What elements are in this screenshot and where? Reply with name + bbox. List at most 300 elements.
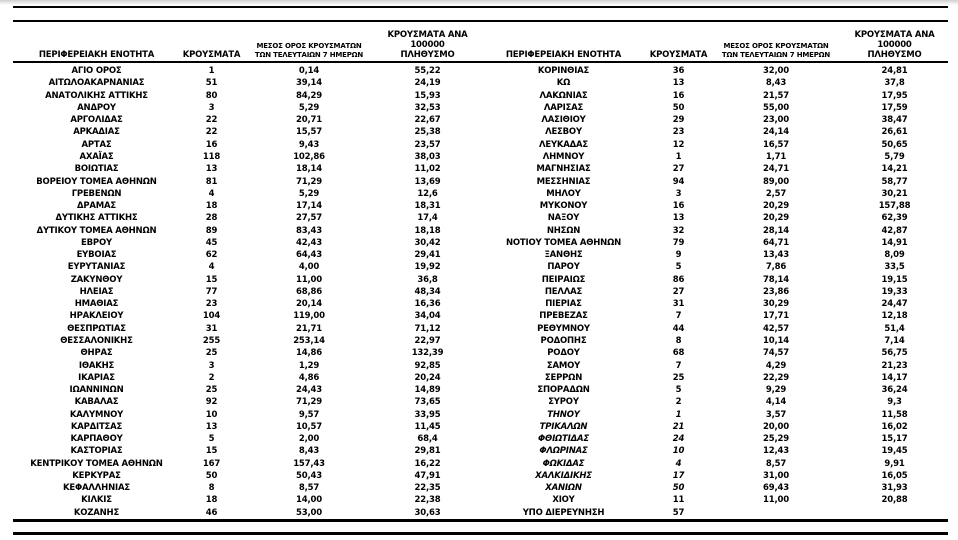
per100k-cell: 17,4	[417, 213, 438, 224]
cases-cell: 50	[672, 483, 685, 494]
region-cell: ΚΑΒΑΛΑΣ	[74, 397, 119, 408]
avg7-cell: 84,29	[296, 90, 322, 101]
column-header-avg7-right	[711, 42, 841, 60]
per100k-cell: 36,24	[881, 385, 908, 396]
avg7-cell: 30,29	[763, 299, 789, 310]
per100k-cell: 36,8	[417, 274, 438, 285]
avg7-cell: 39,14	[296, 78, 322, 89]
region-cell: ΓΡΕΒΕΝΩΝ	[71, 188, 122, 199]
table-row	[14, 408, 948, 420]
cases-cell: 32	[672, 225, 685, 236]
region-cell: ΒΟΙΩΤΙΑΣ	[74, 164, 119, 175]
region-cell: ΧΑΛΚΙΔΙΚΗΣ	[535, 470, 592, 481]
region-cell: ΠΙΕΡΙΑΣ	[545, 299, 582, 310]
per100k-cell: 13,69	[414, 176, 441, 187]
per100k-cell: 51,4	[884, 323, 905, 334]
region-cell: ΚΑΛΥΜΝΟΥ	[69, 409, 124, 420]
cases-cell: 79	[672, 237, 685, 248]
per100k-cell: 9,91	[884, 458, 905, 469]
table-row	[14, 90, 948, 102]
region-cell: ΣΠΟΡΑΔΩΝ	[537, 385, 590, 396]
per100k-cell: 73,65	[414, 397, 441, 408]
region-cell: ΛΕΥΚΑΔΑΣ	[538, 139, 589, 150]
avg7-cell: 8,43	[765, 78, 787, 89]
per100k-cell: 62,39	[881, 213, 908, 224]
column-header-per100k-right	[841, 30, 948, 60]
region-cell: ΑΓΙΟ ΟΡΟΣ	[71, 66, 122, 77]
region-cell: ΚΕΦΑΛΛΗΝΙΑΣ	[63, 483, 130, 494]
per100k-cell: 29,41	[414, 250, 441, 261]
cases-cell: 18	[205, 495, 218, 506]
column-header-per100k-line1: ΚΡΟΥΣΜΑΤΑ ΑΝΑ 100000	[387, 30, 468, 50]
per100k-cell: 71,12	[414, 323, 441, 334]
region-cell: ΑΝΔΡΟΥ	[77, 102, 116, 113]
avg7-cell: 0,14	[298, 66, 320, 77]
table-row	[14, 470, 948, 482]
per100k-cell: 8,09	[884, 250, 905, 261]
horizontal-rule-top-2	[13, 20, 948, 22]
per100k-cell: 68,4	[417, 434, 438, 445]
cases-cell: 31	[205, 323, 218, 334]
cases-cell: 118	[202, 151, 221, 162]
avg7-cell: 8,57	[765, 458, 787, 469]
per100k-cell: 50,65	[881, 139, 908, 150]
table-row	[14, 384, 948, 396]
table-row	[14, 200, 948, 212]
avg7-cell: 18,14	[296, 164, 322, 175]
cases-cell: 8	[208, 483, 215, 494]
cases-cell: 15	[205, 274, 218, 285]
region-cell: ΑΡΚΑΔΙΑΣ	[73, 127, 120, 138]
table-row	[14, 237, 948, 249]
per100k-cell: 19,33	[881, 286, 908, 297]
cases-cell: 51	[205, 78, 218, 89]
cases-cell: 77	[205, 286, 218, 297]
table-row	[14, 65, 948, 77]
region-cell: ΚΕΡΚΥΡΑΣ	[72, 470, 121, 481]
region-cell: ΜΗΛΟΥ	[546, 188, 581, 199]
table-row	[14, 372, 948, 384]
per100k-cell: 37,8	[884, 78, 905, 89]
cases-cell: 94	[672, 176, 685, 187]
per100k-cell: 33,5	[884, 262, 905, 273]
region-cell: ΡΟΔΟΥ	[547, 348, 580, 359]
column-header-region-label: ΠΕΡΙΦΕΡΕΙΑΚΗ ΕΝΟΤΗΤΑ	[505, 50, 622, 60]
region-cell: ΦΘΙΩΤΙΔΑΣ	[538, 434, 589, 445]
avg7-cell: 55,00	[763, 102, 789, 113]
per100k-cell: 11,58	[881, 409, 908, 420]
region-cell: ΑΝΑΤΟΛΙΚΗΣ ΑΤΤΙΚΗΣ	[45, 90, 148, 101]
per100k-cell: 16,36	[414, 299, 441, 310]
page-top-shade	[0, 0, 958, 5]
avg7-cell: 2,00	[298, 434, 320, 445]
per100k-cell: 7,14	[884, 335, 905, 346]
cases-cell: 27	[672, 286, 685, 297]
per100k-cell: 22,67	[414, 115, 441, 126]
region-cell: ΗΛΕΙΑΣ	[79, 286, 114, 297]
cases-cell: 68	[672, 348, 685, 359]
cases-cell: 5	[675, 385, 682, 396]
column-header-cases-right	[646, 50, 711, 60]
per100k-cell: 24,19	[414, 78, 441, 89]
region-cell: ΠΕΙΡΑΙΩΣ	[541, 274, 586, 285]
avg7-cell: 8,57	[298, 483, 320, 494]
cases-cell: 22	[205, 127, 218, 138]
avg7-cell: 4,86	[298, 372, 320, 383]
cases-cell: 22	[205, 115, 218, 126]
cases-cell: 167	[202, 458, 221, 469]
avg7-cell: 24,14	[763, 127, 789, 138]
cases-cell: 1	[675, 151, 682, 162]
region-cell: ΙΘΑΚΗΣ	[78, 360, 115, 371]
table-row	[14, 323, 948, 335]
cases-cell: 44	[672, 323, 685, 334]
region-cell: ΣΑΜΟΥ	[546, 360, 581, 371]
per100k-cell: 11,02	[414, 164, 441, 175]
region-cell: ΛΗΜΝΟΥ	[542, 151, 585, 162]
cases-cell: 21	[672, 421, 685, 432]
cases-cell: 31	[672, 299, 685, 310]
region-cell: ΦΛΩΡΙΝΑΣ	[539, 446, 588, 457]
cases-cell: 16	[672, 90, 685, 101]
region-cell: ΡΟΔΟΠΗΣ	[540, 335, 587, 346]
region-cell: ΝΟΤΙΟΥ ΤΟΜΕΑ ΑΘΗΝΩΝ	[505, 237, 622, 248]
cases-cell: 25	[672, 372, 685, 383]
per100k-cell: 20,88	[881, 495, 908, 506]
column-header-avg7-left	[244, 42, 374, 60]
avg7-cell: 71,29	[296, 176, 322, 187]
table-row	[14, 433, 948, 445]
per100k-cell: 18,31	[414, 201, 441, 212]
cases-cell: 1	[208, 66, 215, 77]
avg7-cell: 12,43	[763, 446, 789, 457]
horizontal-rule-bottom-1	[13, 519, 948, 522]
region-cell: ΜΑΓΝΗΣΙΑΣ	[536, 164, 591, 175]
cases-cell: 4	[208, 188, 215, 199]
region-cell: ΧΑΝΙΩΝ	[545, 483, 582, 494]
per100k-cell: 26,61	[881, 127, 908, 138]
per100k-cell: 29,81	[414, 446, 441, 457]
table-row	[14, 274, 948, 286]
cases-cell: 25	[205, 348, 218, 359]
region-cell: ΝΑΞΟΥ	[547, 213, 580, 224]
region-cell: ΚΑΡΠΑΘΟΥ	[70, 434, 123, 445]
region-cell: ΛΕΣΒΟΥ	[545, 127, 582, 138]
table-row	[14, 396, 948, 408]
avg7-cell: 253,14	[293, 335, 325, 346]
per100k-cell: 92,85	[414, 360, 441, 371]
per100k-cell: 19,45	[881, 446, 908, 457]
avg7-cell: 64,43	[296, 250, 322, 261]
per100k-cell: 47,91	[414, 470, 441, 481]
column-header-avg7-line2: ΤΩΝ ΤΕΛΕΥΤΑΙΩΝ 7 ΗΜΕΡΩΝ	[721, 51, 831, 59]
per100k-cell: 14,91	[881, 237, 908, 248]
cases-cell: 92	[205, 397, 218, 408]
avg7-cell: 1,29	[298, 360, 320, 371]
avg7-cell: 5,29	[298, 188, 320, 199]
table-row	[14, 224, 948, 236]
cases-cell: 13	[205, 421, 218, 432]
per100k-cell: 55,22	[414, 66, 441, 77]
per100k-cell: 38,03	[414, 151, 441, 162]
cases-cell: 104	[202, 311, 221, 322]
per100k-cell: 20,24	[414, 372, 441, 383]
column-header-per100k-line2: ΠΛΗΘΥΣΜΟ	[867, 50, 922, 60]
avg7-cell: 10,57	[296, 421, 322, 432]
avg7-cell: 50,43	[296, 470, 322, 481]
region-cell: ΡΕΘΥΜΝΟΥ	[537, 323, 590, 334]
cases-cell: 10	[672, 446, 685, 457]
avg7-cell: 14,86	[296, 348, 322, 359]
avg7-cell: 21,57	[763, 90, 789, 101]
region-cell: ΧΙΟΥ	[552, 495, 575, 506]
avg7-cell: 9,29	[765, 385, 787, 396]
horizontal-rule-bottom-2	[13, 532, 948, 535]
per100k-cell: 14,21	[881, 164, 908, 175]
cases-cell: 16	[672, 201, 685, 212]
region-cell: ΝΗΣΩΝ	[546, 225, 581, 236]
cases-cell: 29	[672, 115, 685, 126]
region-cell: ΗΜΑΘΙΑΣ	[74, 299, 119, 310]
per100k-cell: 30,21	[881, 188, 908, 199]
per100k-cell: 16,05	[881, 470, 908, 481]
cases-cell: 255	[202, 335, 221, 346]
region-cell: ΔΡΑΜΑΣ	[76, 201, 117, 212]
table-row	[14, 139, 948, 151]
avg7-cell: 89,00	[763, 176, 789, 187]
column-header-cases-left	[179, 50, 244, 60]
cases-cell: 23	[205, 299, 218, 310]
cases-cell: 89	[205, 225, 218, 236]
cases-cell: 2	[208, 372, 215, 383]
cases-cell: 16	[205, 139, 218, 150]
cases-cell: 5	[675, 262, 682, 273]
avg7-cell: 16,57	[763, 139, 789, 150]
per100k-cell: 12,6	[417, 188, 438, 199]
region-cell: ΤΗΝΟΥ	[547, 409, 580, 420]
avg7-cell: 83,43	[296, 225, 322, 236]
avg7-cell: 24,43	[296, 385, 322, 396]
avg7-cell: 5,29	[298, 102, 320, 113]
column-header-per100k-left	[374, 30, 481, 60]
table-row	[14, 458, 948, 470]
per100k-cell: 132,39	[411, 348, 444, 359]
avg7-cell: 74,57	[763, 348, 789, 359]
per100k-cell: 21,23	[881, 360, 908, 371]
avg7-cell: 4,29	[765, 360, 787, 371]
region-cell: ΞΑΝΘΗΣ	[544, 250, 583, 261]
table-row	[14, 359, 948, 371]
column-header-per100k-line2: ΠΛΗΘΥΣΜΟ	[400, 50, 455, 60]
cases-cell: 4	[208, 262, 215, 273]
cases-cell: 50	[672, 102, 685, 113]
region-cell: ΚΟΖΑΝΗΣ	[73, 507, 120, 518]
avg7-cell: 28,14	[763, 225, 789, 236]
avg7-cell: 8,43	[298, 446, 320, 457]
region-cell: ΑΡΓΟΛΙΔΑΣ	[70, 115, 123, 126]
per100k-cell: 22,97	[414, 335, 441, 346]
region-cell: ΒΟΡΕΙΟΥ ΤΟΜΕΑ ΑΘΗΝΩΝ	[36, 176, 157, 187]
per100k-cell: 19,92	[414, 262, 441, 273]
table-row	[14, 77, 948, 89]
avg7-cell: 102,86	[293, 151, 325, 162]
region-cell: ΙΩΑΝΝΙΝΩΝ	[69, 385, 124, 396]
cases-cell: 80	[205, 90, 218, 101]
per100k-cell: 48,34	[414, 286, 441, 297]
table-row	[14, 445, 948, 457]
avg7-cell: 69,43	[763, 483, 789, 494]
table-row	[14, 335, 948, 347]
region-cell: ΚΩ	[556, 78, 571, 89]
avg7-cell: 71,29	[296, 397, 322, 408]
region-cell: ΚΟΡΙΝΘΙΑΣ	[537, 66, 590, 77]
region-cell: ΛΑΚΩΝΙΑΣ	[539, 90, 588, 101]
per100k-cell: 22,38	[414, 495, 441, 506]
avg7-cell: 25,29	[763, 434, 789, 445]
cases-cell: 50	[205, 470, 218, 481]
region-cell: ΘΗΡΑΣ	[80, 348, 113, 359]
cases-cell: 7	[675, 311, 682, 322]
table-header-row	[14, 32, 948, 60]
cases-cell: 24	[672, 434, 685, 445]
avg7-cell: 17,71	[763, 311, 789, 322]
avg7-cell: 4,14	[765, 397, 787, 408]
avg7-cell: 31,00	[763, 470, 789, 481]
cases-cell: 9	[675, 250, 682, 261]
per100k-cell: 24,81	[881, 66, 908, 77]
avg7-cell: 9,43	[298, 139, 320, 150]
region-cell: ΜΥΚΟΝΟΥ	[539, 201, 588, 212]
cases-cell: 1	[675, 409, 682, 420]
region-cell: ΔΥΤΙΚΟΥ ΤΟΜΕΑ ΑΘΗΝΩΝ	[36, 225, 157, 236]
avg7-cell: 20,71	[296, 115, 322, 126]
avg7-cell: 13,43	[763, 250, 789, 261]
cases-cell: 27	[672, 164, 685, 175]
avg7-cell: 7,86	[765, 262, 787, 273]
table-row	[14, 102, 948, 114]
per100k-cell: 5,79	[884, 151, 905, 162]
avg7-cell: 11,00	[763, 495, 789, 506]
column-header-avg7-line1: ΜΕΣΟΣ ΟΡΟΣ ΚΡΟΥΣΜΑΤΩΝ	[256, 42, 362, 50]
per100k-cell: 31,93	[881, 483, 908, 494]
region-cell: ΚΑΡΔΙΤΣΑΣ	[70, 421, 123, 432]
horizontal-rule-top-1	[13, 6, 948, 8]
cases-cell: 23	[672, 127, 685, 138]
region-cell: ΑΙΤΩΛΟΑΚΑΡΝΑΝΙΑΣ	[48, 78, 145, 89]
column-header-cases-label: ΚΡΟΥΣΜΑΤΑ	[649, 50, 708, 60]
region-cell: ΠΕΛΛΑΣ	[544, 286, 583, 297]
per100k-cell: 30,42	[414, 237, 441, 248]
avg7-cell: 23,86	[763, 286, 789, 297]
table-row	[14, 114, 948, 126]
region-cell: ΤΡΙΚΑΛΩΝ	[539, 421, 588, 432]
region-cell: ΚΕΝΤΡΙΚΟΥ ΤΟΜΕΑ ΑΘΗΝΩΝ	[30, 458, 163, 469]
avg7-cell: 27,57	[296, 213, 322, 224]
avg7-cell: 42,57	[763, 323, 789, 334]
region-cell: ΖΑΚΥΝΘΟΥ	[70, 274, 123, 285]
cases-cell: 8	[675, 335, 682, 346]
per100k-cell: 17,59	[881, 102, 908, 113]
per100k-cell: 33,95	[414, 409, 441, 420]
per100k-cell: 14,89	[414, 385, 441, 396]
region-cell: ΘΕΣΠΡΩΤΙΑΣ	[67, 323, 126, 334]
avg7-cell: 20,29	[763, 213, 789, 224]
per100k-cell: 15,17	[881, 434, 908, 445]
region-cell: ΚΑΣΤΟΡΙΑΣ	[70, 446, 123, 457]
cases-cell: 86	[672, 274, 685, 285]
cases-cell: 36	[672, 66, 685, 77]
per100k-cell: 23,57	[414, 139, 441, 150]
region-cell: ΔΥΤΙΚΗΣ ΑΤΤΙΚΗΣ	[55, 213, 138, 224]
per100k-cell: 38,47	[881, 115, 908, 126]
cases-cell: 10	[205, 409, 218, 420]
cases-cell: 25	[205, 385, 218, 396]
cases-cell: 2	[675, 397, 682, 408]
avg7-cell: 17,14	[296, 201, 322, 212]
per100k-cell: 32,53	[414, 102, 441, 113]
avg7-cell: 68,86	[296, 286, 322, 297]
cases-cell: 17	[672, 470, 685, 481]
avg7-cell: 20,29	[763, 201, 789, 212]
region-cell: ΕΥΡΥΤΑΝΙΑΣ	[67, 262, 126, 273]
avg7-cell: 23,00	[763, 115, 789, 126]
per100k-cell: 11,45	[414, 421, 441, 432]
per100k-cell: 17,95	[881, 90, 908, 101]
cases-cell: 7	[675, 360, 682, 371]
region-cell: ΛΑΡΙΣΑΣ	[543, 102, 584, 113]
avg7-cell: 4,00	[298, 262, 320, 273]
avg7-cell: 157,43	[293, 458, 325, 469]
cases-cell: 45	[205, 237, 218, 248]
table-row	[14, 286, 948, 298]
avg7-cell: 53,00	[296, 507, 322, 518]
per100k-cell: 56,75	[881, 348, 908, 359]
column-header-per100k-line1: ΚΡΟΥΣΜΑΤΑ ΑΝΑ 100000	[854, 30, 935, 50]
table-row	[14, 126, 948, 138]
per100k-cell: 30,63	[414, 507, 441, 518]
cases-cell: 12	[672, 139, 685, 150]
avg7-cell: 15,57	[296, 127, 322, 138]
column-header-region-left	[14, 50, 179, 60]
per100k-cell: 58,77	[881, 176, 908, 187]
cases-cell: 18	[205, 201, 218, 212]
per100k-cell: 9,3	[887, 397, 902, 408]
cases-cell: 5	[208, 434, 215, 445]
avg7-cell: 20,14	[296, 299, 322, 310]
region-cell: ΣΥΡΟΥ	[548, 397, 579, 408]
cases-cell: 3	[675, 188, 682, 199]
cases-cell: 4	[675, 458, 682, 469]
avg7-cell: 3,57	[765, 409, 787, 420]
per100k-cell: 25,38	[414, 127, 441, 138]
table-row	[14, 482, 948, 494]
avg7-cell: 1,71	[765, 151, 787, 162]
cases-cell: 62	[205, 250, 218, 261]
cases-cell: 28	[205, 213, 218, 224]
region-cell: ΦΩΚΙΔΑΣ	[542, 458, 585, 469]
per100k-cell: 16,22	[414, 458, 441, 469]
table-row	[14, 175, 948, 187]
avg7-cell: 20,00	[763, 421, 789, 432]
table-row	[14, 310, 948, 322]
region-cell: ΕΒΡΟΥ	[81, 237, 112, 248]
avg7-cell: 78,14	[763, 274, 789, 285]
cases-cell: 11	[672, 495, 685, 506]
region-cell: ΜΕΣΣΗΝΙΑΣ	[536, 176, 591, 187]
avg7-cell: 22,29	[763, 372, 789, 383]
column-header-region-right	[481, 50, 646, 60]
table-row	[14, 212, 948, 224]
